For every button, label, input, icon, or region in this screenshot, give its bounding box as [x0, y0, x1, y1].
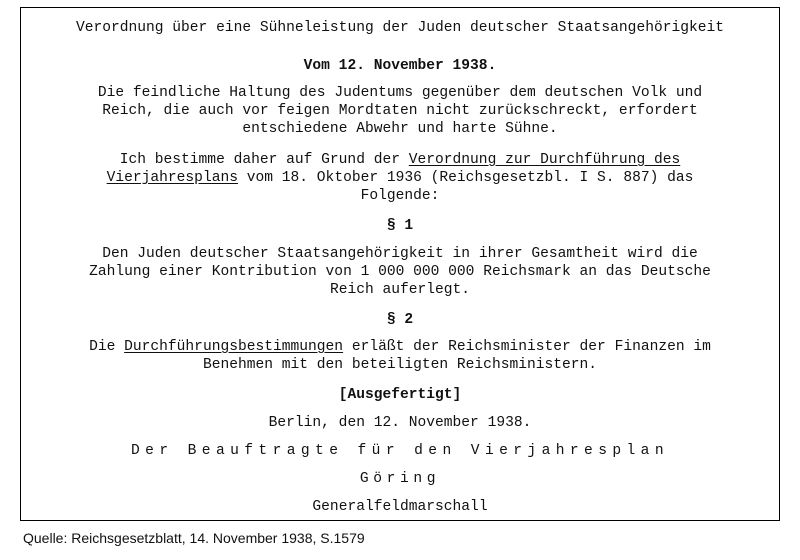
preamble-line-3: entschiedene Abwehr und harte Sühne.	[242, 121, 558, 137]
section-2-heading: § 2	[386, 312, 414, 328]
implementation-rules-link[interactable]: Durchführungsbestimmungen	[124, 339, 344, 355]
source-caption: Quelle: Reichsgesetzblatt, 14. November 1938, S.1579	[23, 530, 365, 546]
preamble-line-2: Reich, die auch vor feigen Mordtaten nicht zurückschreckt, erfordert	[102, 103, 698, 119]
basis-line-3: Folgende:	[360, 188, 440, 204]
basis-suffix: vom 18. Oktober 1936 (Reichsgesetzbl. I S. 887) das	[237, 170, 694, 186]
basis-line-1	[21, 152, 779, 169]
executed-note: [Ausgefertigt]	[338, 387, 462, 403]
signatory-name: Göring	[359, 471, 441, 487]
basis-prefix: Ich bestimme daher auf Grund der	[119, 152, 409, 168]
signatory-rank: Generalfeldmarschall	[312, 499, 488, 515]
ordinance-link-part-1[interactable]: Verordnung zur Durchführung des	[408, 152, 681, 168]
signatory-title: Der Beauftragte für den Vierjahresplan	[131, 443, 669, 459]
section-1-line-1: Den Juden deutscher Staatsangehörigkeit in ihrer Gesamtheit wird die	[102, 246, 698, 262]
section-1-heading: § 1	[386, 218, 414, 234]
section-2-line-1	[21, 339, 779, 356]
section-2-line-2: Benehmen mit den beteiligten Reichsministern.	[202, 357, 598, 373]
date-line: Vom 12. November 1938.	[303, 58, 497, 74]
place-date: Berlin, den 12. November 1938.	[268, 415, 532, 431]
document-frame	[20, 7, 780, 521]
basis-line-2	[21, 170, 779, 187]
document-title: Verordnung über eine Sühneleistung der Juden deutscher Staatsangehörigkeit	[75, 20, 725, 36]
section-1-line-2: Zahlung einer Kontribution von 1 000 000 000 Reichsmark an das Deutsche	[89, 264, 711, 280]
ordinance-link-part-2[interactable]: Vierjahresplans	[106, 170, 238, 186]
preamble-line-1: Die feindliche Haltung des Judentums gegenüber dem deutschen Volk und	[97, 85, 703, 101]
section-2-suffix: erläßt der Reichsminister der Finanzen im	[343, 339, 711, 355]
section-2-prefix: Die	[89, 339, 125, 355]
section-1-line-3: Reich auferlegt.	[329, 282, 471, 298]
